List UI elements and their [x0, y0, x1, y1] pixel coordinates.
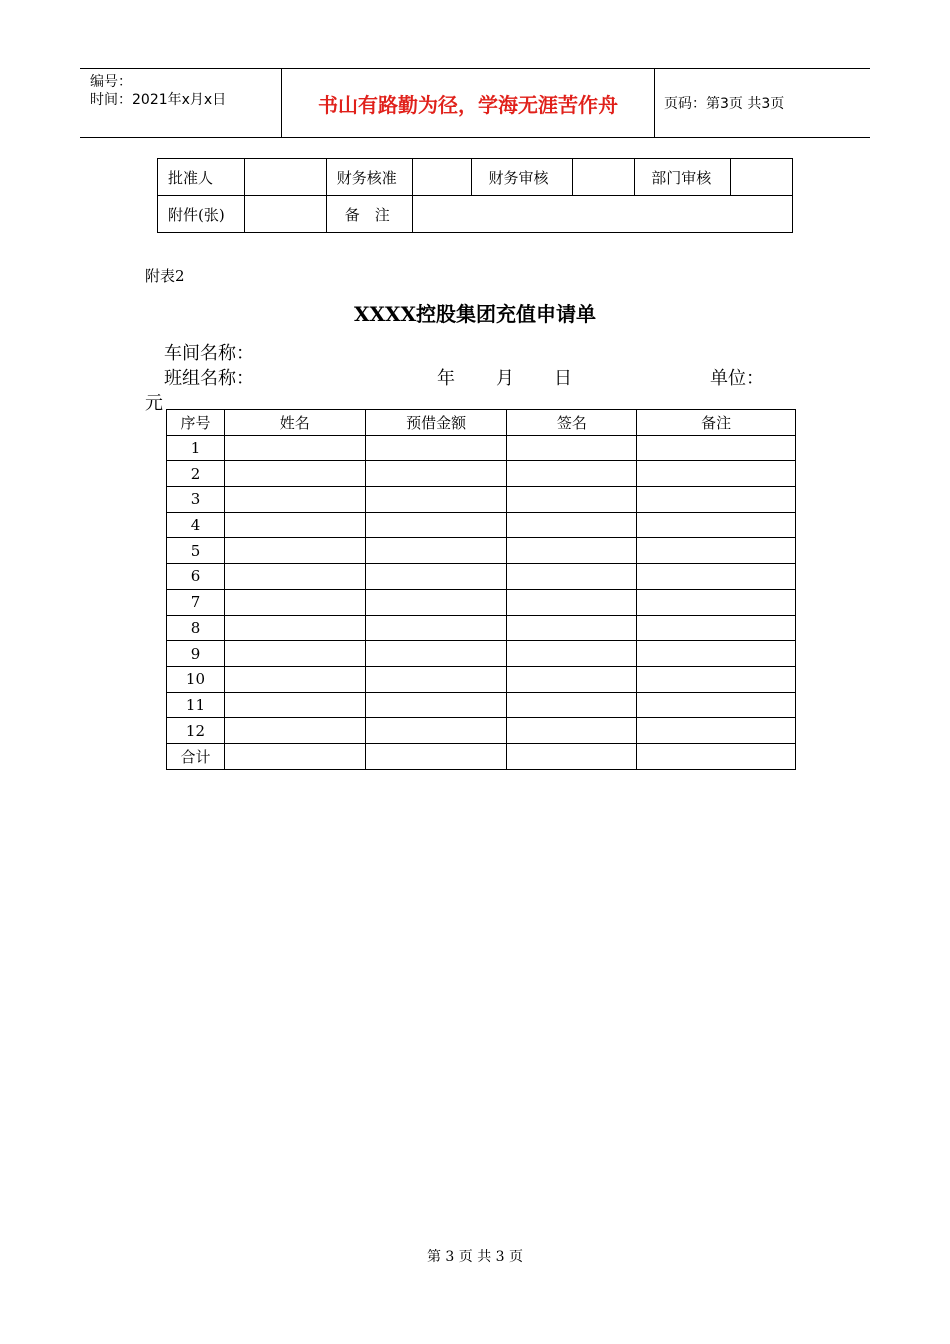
- amount-cell[interactable]: [365, 666, 507, 692]
- remarks-cell[interactable]: [637, 461, 796, 487]
- remarks-cell[interactable]: [637, 512, 796, 538]
- approval-table: [157, 158, 793, 233]
- signature-cell[interactable]: [507, 538, 637, 564]
- approver-value[interactable]: [244, 159, 326, 196]
- day-label: 日: [554, 368, 572, 389]
- table-row: [167, 461, 796, 487]
- approval-row: [158, 159, 793, 196]
- row-index: 12: [167, 718, 225, 744]
- recharge-table: [166, 409, 796, 770]
- name-cell[interactable]: [224, 718, 365, 744]
- remarks-cell[interactable]: [637, 538, 796, 564]
- time-label: 时间：2021年x月x日: [90, 92, 227, 108]
- signature-cell[interactable]: [507, 435, 637, 461]
- remarks-cell[interactable]: [637, 718, 796, 744]
- header-motto: 书山有路勤为径，学海无涯苦作舟: [282, 69, 655, 137]
- col-header-index: 序号: [167, 410, 225, 436]
- header-page-info: 页码：第3页 共3页: [664, 96, 785, 112]
- approver-label: 批准人: [158, 159, 245, 196]
- table-row: [167, 615, 796, 641]
- col-header-signature: 签名: [507, 410, 637, 436]
- signature-cell[interactable]: [507, 615, 637, 641]
- remarks-cell[interactable]: [637, 666, 796, 692]
- name-cell[interactable]: [224, 538, 365, 564]
- attachments-value[interactable]: [244, 196, 326, 233]
- amount-cell[interactable]: [365, 589, 507, 615]
- name-cell[interactable]: [224, 692, 365, 718]
- team-label: 班组名称：: [164, 368, 254, 389]
- signature-cell[interactable]: [507, 512, 637, 538]
- row-index: 6: [167, 564, 225, 590]
- header-meta: [80, 69, 282, 137]
- table-row: [167, 666, 796, 692]
- row-index: 3: [167, 487, 225, 513]
- table-row: [167, 589, 796, 615]
- amount-cell[interactable]: [365, 718, 507, 744]
- total-amount-cell[interactable]: [365, 743, 507, 769]
- remarks-value[interactable]: [412, 196, 792, 233]
- amount-cell[interactable]: [365, 564, 507, 590]
- remarks-label: 备 注: [326, 196, 412, 233]
- amount-cell[interactable]: [365, 461, 507, 487]
- name-cell[interactable]: [224, 461, 365, 487]
- total-row: [167, 743, 796, 769]
- unit-label: 单位：: [710, 368, 764, 389]
- row-index: 10: [167, 666, 225, 692]
- amount-cell[interactable]: [365, 615, 507, 641]
- code-label: 编号：: [90, 74, 132, 90]
- table-row: [167, 487, 796, 513]
- table-row: [167, 435, 796, 461]
- amount-cell[interactable]: [365, 487, 507, 513]
- table-row: [167, 538, 796, 564]
- remarks-cell[interactable]: [637, 564, 796, 590]
- amount-cell[interactable]: [365, 512, 507, 538]
- row-index: 2: [167, 461, 225, 487]
- table-row: [167, 641, 796, 667]
- amount-cell[interactable]: [365, 641, 507, 667]
- table-row: [167, 564, 796, 590]
- remarks-cell[interactable]: [637, 487, 796, 513]
- table-row: [167, 692, 796, 718]
- name-cell[interactable]: [224, 615, 365, 641]
- workshop-label: 车间名称：: [164, 343, 254, 364]
- col-header-remarks: 备注: [637, 410, 796, 436]
- finance-review-value[interactable]: [573, 159, 635, 196]
- attachments-label: 附件(张): [158, 196, 245, 233]
- row-index: 4: [167, 512, 225, 538]
- signature-cell[interactable]: [507, 487, 637, 513]
- name-cell[interactable]: [224, 666, 365, 692]
- row-index: 9: [167, 641, 225, 667]
- amount-cell[interactable]: [365, 435, 507, 461]
- name-cell[interactable]: [224, 589, 365, 615]
- row-index: 5: [167, 538, 225, 564]
- total-label: 合计: [167, 743, 225, 769]
- name-cell[interactable]: [224, 435, 365, 461]
- table-row: [167, 512, 796, 538]
- row-index: 7: [167, 589, 225, 615]
- dept-review-value[interactable]: [731, 159, 793, 196]
- finance-review-label: 财务审核: [472, 159, 573, 196]
- form-title: XXXX控股集团充值申请单: [353, 302, 597, 326]
- signature-cell[interactable]: [507, 666, 637, 692]
- remarks-cell[interactable]: [637, 435, 796, 461]
- name-cell[interactable]: [224, 641, 365, 667]
- amount-cell[interactable]: [365, 692, 507, 718]
- total-name-cell[interactable]: [224, 743, 365, 769]
- remarks-cell[interactable]: [637, 692, 796, 718]
- appendix-label: 附表2: [145, 267, 185, 285]
- table-row: [167, 718, 796, 744]
- finance-approve-value[interactable]: [412, 159, 472, 196]
- row-index: 8: [167, 615, 225, 641]
- signature-cell[interactable]: [507, 564, 637, 590]
- col-header-name: 姓名: [224, 410, 365, 436]
- row-index: 1: [167, 435, 225, 461]
- unit-value: 元: [145, 393, 163, 414]
- finance-approve-label: 财务核准: [326, 159, 412, 196]
- signature-cell[interactable]: [507, 641, 637, 667]
- total-signature-cell[interactable]: [507, 743, 637, 769]
- month-label: 月: [496, 368, 514, 389]
- col-header-amount: 预借金额: [365, 410, 507, 436]
- name-cell[interactable]: [224, 564, 365, 590]
- signature-cell[interactable]: [507, 461, 637, 487]
- signature-cell[interactable]: [507, 692, 637, 718]
- remarks-cell[interactable]: [637, 641, 796, 667]
- page-header: [80, 68, 870, 138]
- table-header-row: [167, 410, 796, 436]
- amount-cell[interactable]: [365, 538, 507, 564]
- name-cell[interactable]: [224, 512, 365, 538]
- remarks-cell[interactable]: [637, 589, 796, 615]
- dept-review-label: 部门审核: [635, 159, 731, 196]
- signature-cell[interactable]: [507, 589, 637, 615]
- name-cell[interactable]: [224, 487, 365, 513]
- approval-row: [158, 196, 793, 233]
- row-index: 11: [167, 692, 225, 718]
- total-remarks-cell[interactable]: [637, 743, 796, 769]
- page-footer: 第 3 页 共 3 页: [426, 1249, 524, 1265]
- year-label: 年: [437, 368, 455, 389]
- signature-cell[interactable]: [507, 718, 637, 744]
- remarks-cell[interactable]: [637, 615, 796, 641]
